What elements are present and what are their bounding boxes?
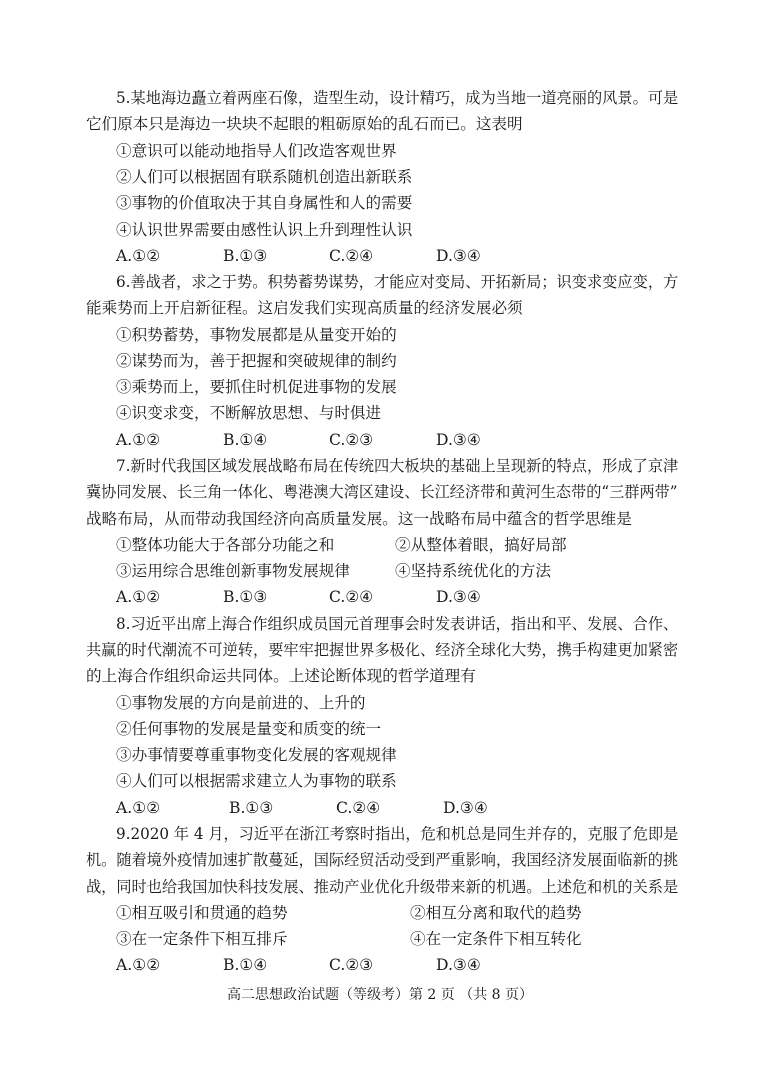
q6-choice-d: D.③④ [436, 431, 481, 449]
q7-choice-d: D.③④ [436, 588, 481, 606]
q6-option-2: ②谋势而为，善于把握和突破规律的制约 [116, 352, 397, 370]
q6-stem-line1: 6.善战者，求之于势。积势蓄势谋势，才能应对变局、开拓新局；识变求变应变，方 [116, 273, 679, 291]
q5-choice-b: B.①③ [223, 247, 268, 265]
q7-choice-c: C.②④ [329, 588, 374, 606]
q6-option-4: ④识变求变，不断解放思想、与时俱进 [116, 404, 382, 422]
q6-option-1: ①积势蓄势，事物发展都是从量变开始的 [116, 326, 397, 344]
q9-choice-b: B.①④ [223, 956, 268, 974]
q7-stem-line2: 冀协同发展、长三角一体化、粤港澳大湾区建设、长江经济带和黄河生态带的“三群两带” [86, 483, 678, 501]
q7-option-2: ②从整体着眼，搞好局部 [395, 536, 567, 554]
q8-choice-d: D.③④ [443, 799, 488, 817]
q7-stem-line1: 7.新时代我国区域发展战略布局在传统四大板块的基础上呈现新的特点，形成了京津 [116, 457, 679, 475]
q9-stem-line2: 机。随着境外疫情加速扩散蔓延，国际经贸活动受到严重影响，我国经济发展面临新的挑 [86, 851, 679, 869]
q9-option-3: ③在一定条件下相互排斥 [116, 930, 288, 948]
q7-stem-line3: 战略布局，从而带动我国经济向高质量发展。这一战略布局中蕴含的哲学思维是 [86, 510, 632, 528]
q6-choice-a: A.①② [116, 431, 161, 449]
q8-choice-a: A.①② [116, 799, 161, 817]
q8-choice-b: B.①③ [229, 799, 274, 817]
page-footer: 高二思想政治试题（等级考）第 2 页 （共 8 页） [226, 987, 534, 1003]
q8-option-4: ④人们可以根据需求建立人为事物的联系 [116, 772, 397, 790]
q7-option-3: ③运用综合思维创新事物发展规律 [116, 562, 350, 580]
q5-stem-line1: 5.某地海边矗立着两座石像，造型生动，设计精巧，成为当地一道亮丽的风景。可是 [116, 89, 679, 107]
q5-option-4: ④认识世界需要由感性认识上升到理性认识 [116, 221, 413, 239]
q9-choice-d: D.③④ [436, 956, 481, 974]
q5-choice-a: A.①② [116, 247, 161, 265]
q9-stem-line3: 战，同时也给我国加快科技发展、推动产业优化升级带来新的机遇。上述危和机的关系是 [86, 878, 679, 896]
q5-stem-line2: 它们原本只是海边一块块不起眼的粗砺原始的乱石而已。这表明 [86, 115, 523, 133]
q8-option-3: ③办事情要尊重事物变化发展的客观规律 [116, 746, 397, 764]
q9-stem-line1: 9.2020 年 4 月，习近平在浙江考察时指出，危和机总是同生并存的，克服了危即是 [116, 825, 679, 843]
q7-option-4: ④坚持系统优化的方法 [395, 562, 551, 580]
q9-option-4: ④在一定条件下相互转化 [410, 930, 582, 948]
q8-stem-line3: 的上海合作组织命运共同体。上述论断体现的哲学道理有 [86, 667, 476, 685]
q9-option-1: ①相互吸引和贯通的趋势 [116, 904, 288, 922]
q5-option-3: ③事物的价值取决于其自身属性和人的需要 [116, 194, 413, 212]
q8-choice-c: C.②④ [336, 799, 381, 817]
q8-stem-line2: 共赢的时代潮流不可逆转，要牢牢把握世界多极化、经济全球化大势，携手构建更加紧密 [86, 641, 679, 659]
q9-option-2: ②相互分离和取代的趋势 [410, 904, 582, 922]
q7-option-1: ①整体功能大于各部分功能之和 [116, 536, 335, 554]
q8-option-2: ②任何事物的发展是量变和质变的统一 [116, 720, 382, 738]
q8-option-1: ①事物发展的方向是前进的、上升的 [116, 694, 366, 712]
q6-stem-line2: 能乘势而上开启新征程。这启发我们实现高质量的经济发展必须 [86, 299, 523, 317]
q5-choice-c: C.②④ [329, 247, 374, 265]
q6-option-3: ③乘势而上，要抓住时机促进事物的发展 [116, 378, 397, 396]
q5-option-1: ①意识可以能动地指导人们改造客观世界 [116, 142, 397, 160]
q8-stem-line1: 8.习近平出席上海合作组织成员国元首理事会时发表讲话，指出和平、发展、合作、 [116, 615, 679, 633]
q7-choice-a: A.①② [116, 588, 161, 606]
q9-choice-a: A.①② [116, 956, 161, 974]
q7-choice-b: B.①③ [223, 588, 268, 606]
q5-choice-d: D.③④ [436, 247, 481, 265]
q6-choice-b: B.①④ [223, 431, 268, 449]
q6-choice-c: C.②③ [329, 431, 374, 449]
q5-option-2: ②人们可以根据固有联系随机创造出新联系 [116, 168, 413, 186]
q9-choice-c: C.②③ [329, 956, 374, 974]
